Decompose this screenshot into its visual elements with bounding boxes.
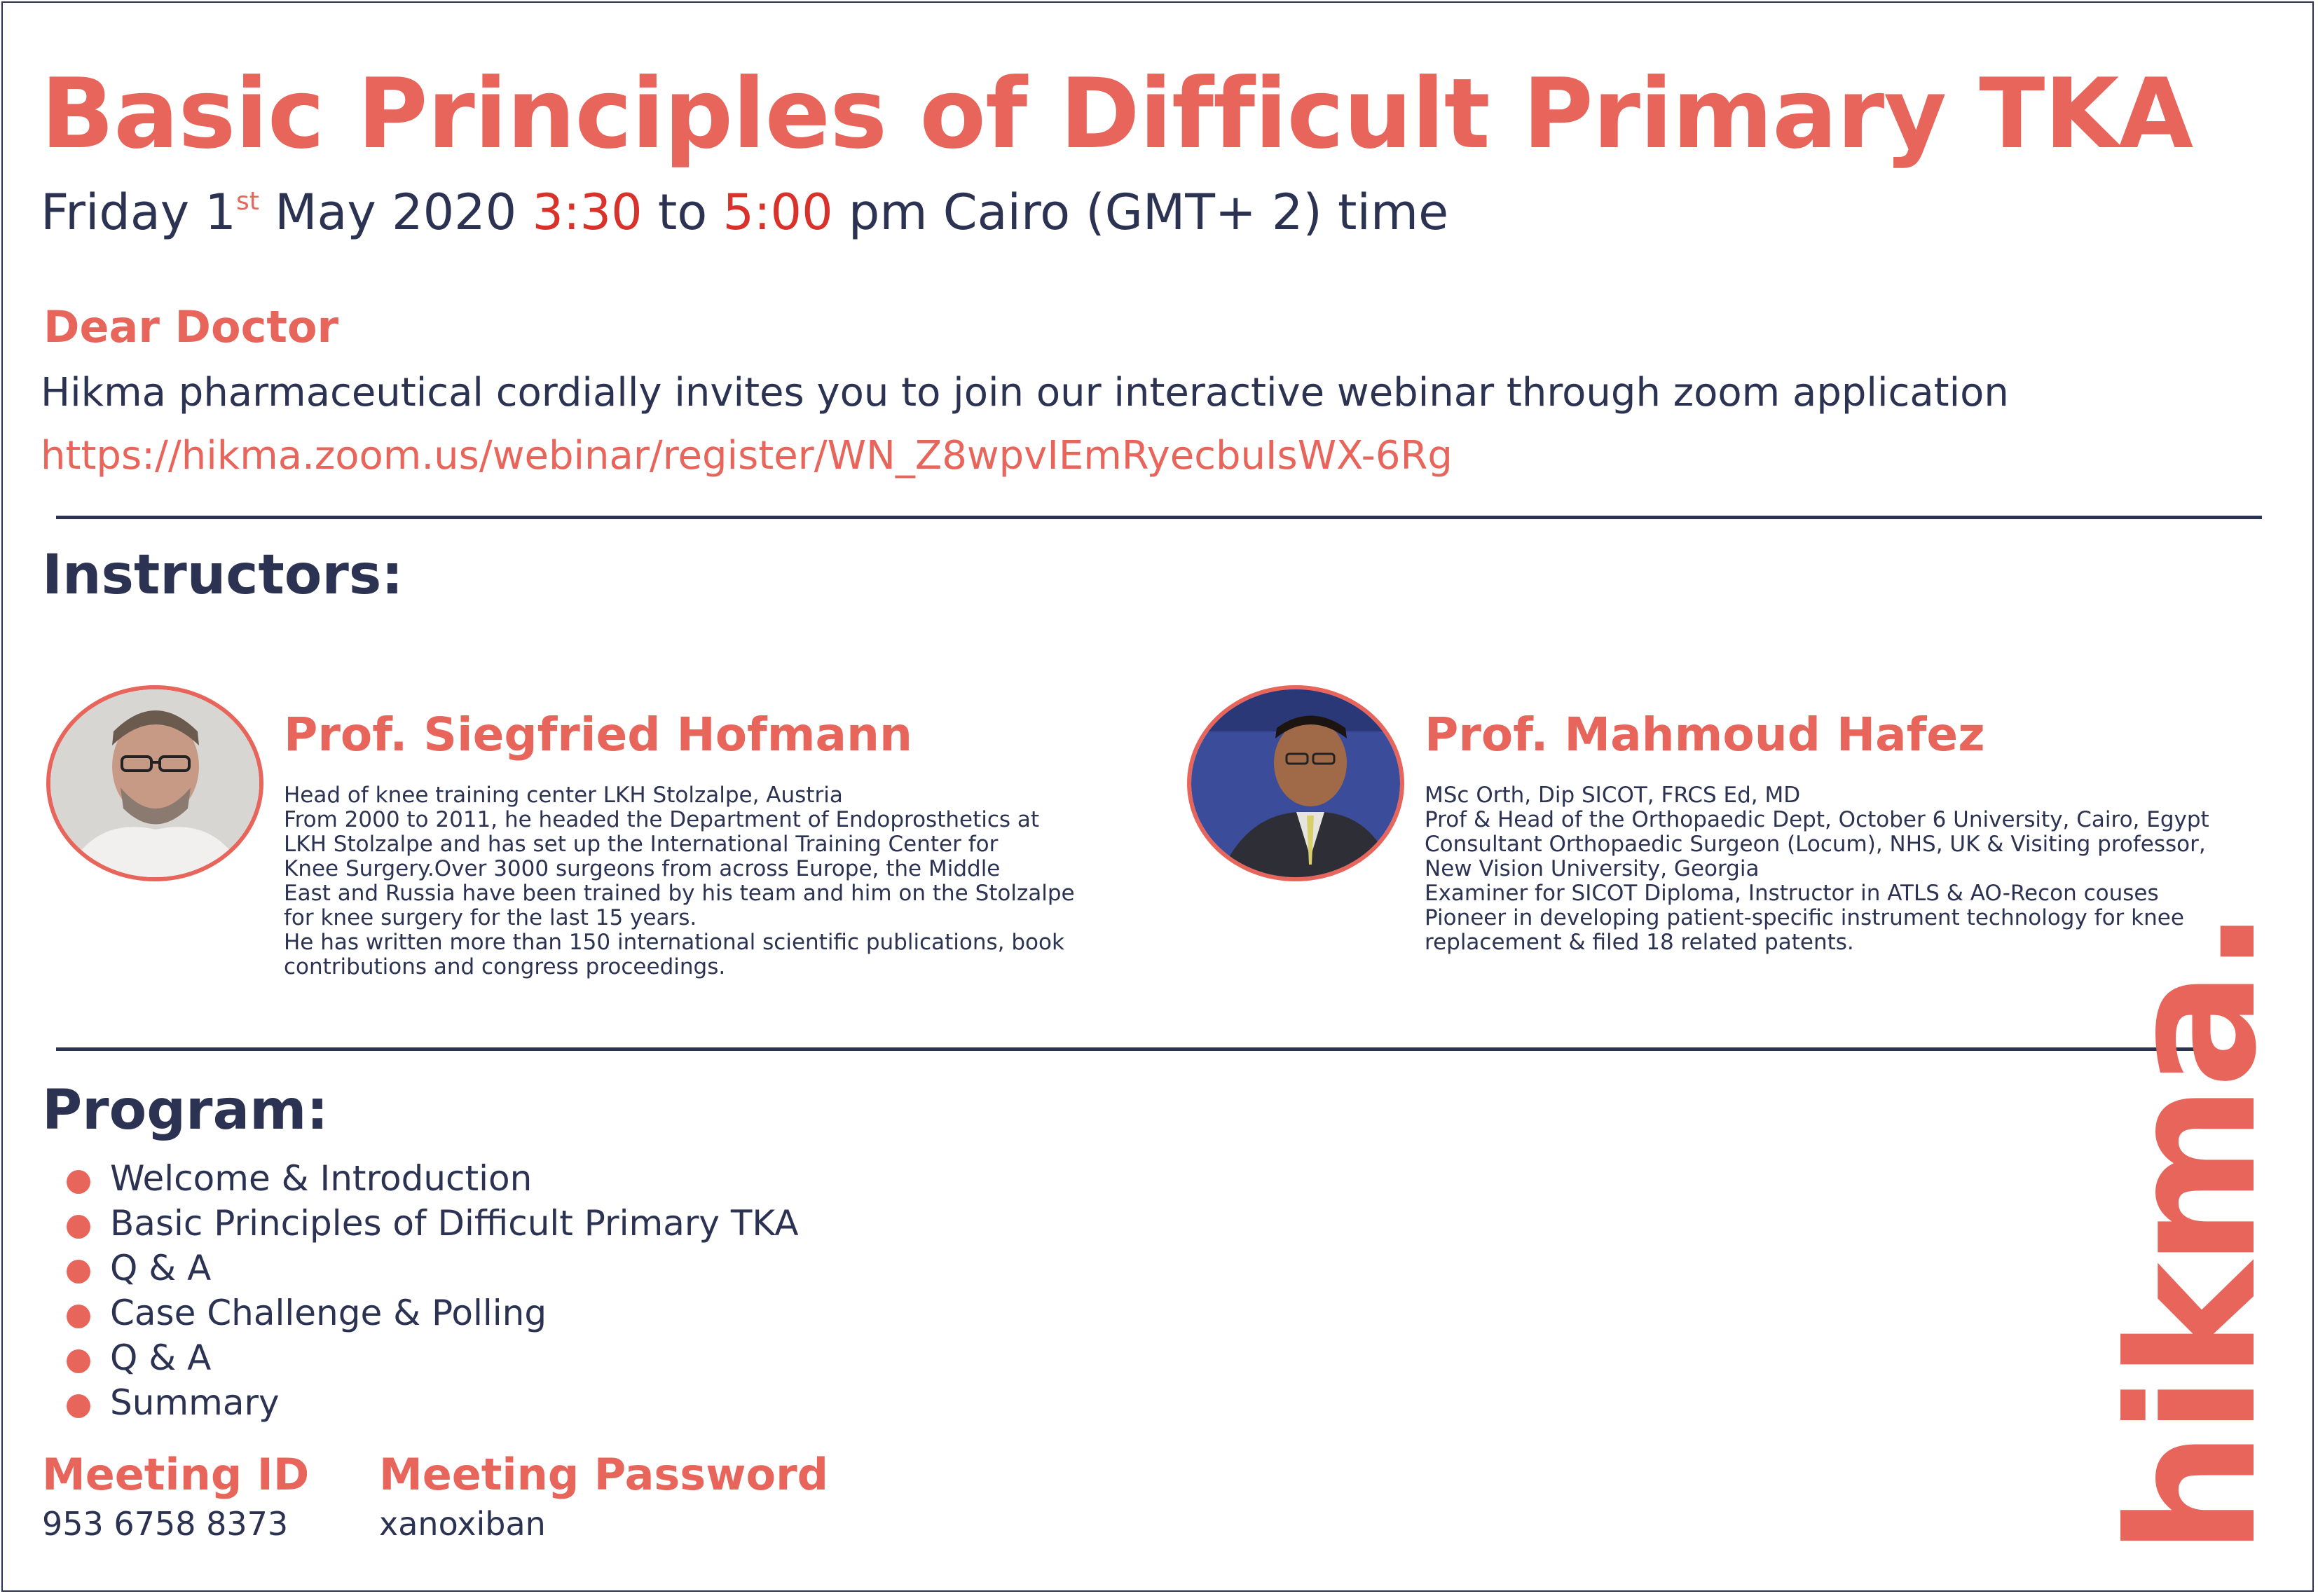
meeting-id-value: 953 6758 8373 xyxy=(42,1505,289,1543)
program-item-label: Case Challenge & Polling xyxy=(110,1293,547,1333)
bio-line: From 2000 to 2011, he headed the Department of Endoprosthetics at xyxy=(284,807,1040,832)
greeting: Dear Doctor xyxy=(43,301,339,352)
bio-line: contributions and congress proceedings. xyxy=(284,954,726,979)
instructor-1-bio xyxy=(284,783,1216,979)
program-list xyxy=(67,1156,799,1425)
meeting-password-label: Meeting Password xyxy=(379,1449,829,1500)
invitation-text: Hikma pharmaceutical cordially invites you to join our interactive webinar through zoom application xyxy=(41,370,2009,415)
program-item xyxy=(67,1291,799,1335)
bio-line: Head of knee training center LKH Stolzalpe, Austria xyxy=(284,783,843,808)
divider-top xyxy=(56,516,2262,519)
program-item-label: Q & A xyxy=(110,1248,212,1288)
bullet-icon xyxy=(67,1305,90,1328)
bullet-icon xyxy=(67,1170,90,1194)
program-item xyxy=(67,1335,799,1380)
date-day: Friday 1 xyxy=(41,184,236,241)
meeting-password-value: xanoxiban xyxy=(379,1505,546,1543)
program-item-label: Q & A xyxy=(110,1337,212,1378)
bio-line: LKH Stolzalpe and has set up the International Training Center for xyxy=(284,832,999,857)
bio-line: Examiner for SICOT Diploma, Instructor in ATLS & AO-Recon couses xyxy=(1425,881,2159,906)
instructor-2-name: Prof. Mahmoud Hafez xyxy=(1425,708,1985,762)
registration-link[interactable]: https://hikma.zoom.us/webinar/register/WN_Z8wpvIEmRyecbuIsWX-6Rg xyxy=(41,433,1453,479)
time-zone: pm Cairo (GMT+ 2) time xyxy=(832,184,1449,241)
portrait-photo-icon xyxy=(1191,689,1400,877)
time-to: to xyxy=(642,184,723,241)
bio-line: Pioneer in developing patient-specific instrument technology for knee xyxy=(1425,905,2184,930)
divider-bottom xyxy=(56,1047,2206,1051)
bio-line: New Vision University, Georgia xyxy=(1425,856,1760,881)
bullet-icon xyxy=(67,1260,90,1284)
event-date-time xyxy=(41,184,1448,241)
instructor-1-name: Prof. Siegfried Hofmann xyxy=(284,708,913,762)
instructors-heading: Instructors: xyxy=(42,544,404,607)
bio-line: East and Russia have been trained by his team and him on the Stolzalpe xyxy=(284,881,1075,906)
program-item-label: Welcome & Introduction xyxy=(110,1158,533,1199)
date-month: May 2020 xyxy=(259,184,533,241)
time-start: 3:30 xyxy=(532,184,643,241)
program-item-label: Summary xyxy=(110,1382,280,1423)
time-end: 5:00 xyxy=(722,184,833,241)
program-item-label: Basic Principles of Difficult Primary TKA xyxy=(110,1203,799,1244)
bio-line: Consultant Orthopaedic Surgeon (Locum), NHS, UK & Visiting professor, xyxy=(1425,832,2206,857)
program-item xyxy=(67,1201,799,1246)
bullet-icon xyxy=(67,1394,90,1418)
page-title: Basic Principles of Difficult Primary TKA xyxy=(41,57,2193,170)
bio-line: He has written more than 150 international scientific publications, book xyxy=(284,930,1064,955)
bullet-icon xyxy=(67,1215,90,1239)
program-item xyxy=(67,1156,799,1201)
instructor-2-photo xyxy=(1187,685,1404,881)
bio-line: for knee surgery for the last 15 years. xyxy=(284,905,697,930)
program-item xyxy=(67,1380,799,1425)
bio-line: MSc Orth, Dip SICOT, FRCS Ed, MD xyxy=(1425,783,1801,808)
portrait-photo-icon xyxy=(50,689,259,877)
meeting-id-label: Meeting ID xyxy=(42,1449,310,1500)
program-item xyxy=(67,1246,799,1291)
bio-line: Knee Surgery.Over 3000 surgeons from across Europe, the Middle xyxy=(284,856,1001,881)
program-heading: Program: xyxy=(42,1079,329,1142)
hikma-logo: hikma. xyxy=(2091,911,2295,1555)
bio-line: Prof & Head of the Orthopaedic Dept, October 6 University, Cairo, Egypt xyxy=(1425,807,2209,832)
bio-line: replacement & filed 18 related patents. xyxy=(1425,930,1854,955)
bullet-icon xyxy=(67,1349,90,1373)
instructor-1-photo xyxy=(46,685,263,881)
date-ordinal: st xyxy=(235,187,259,216)
